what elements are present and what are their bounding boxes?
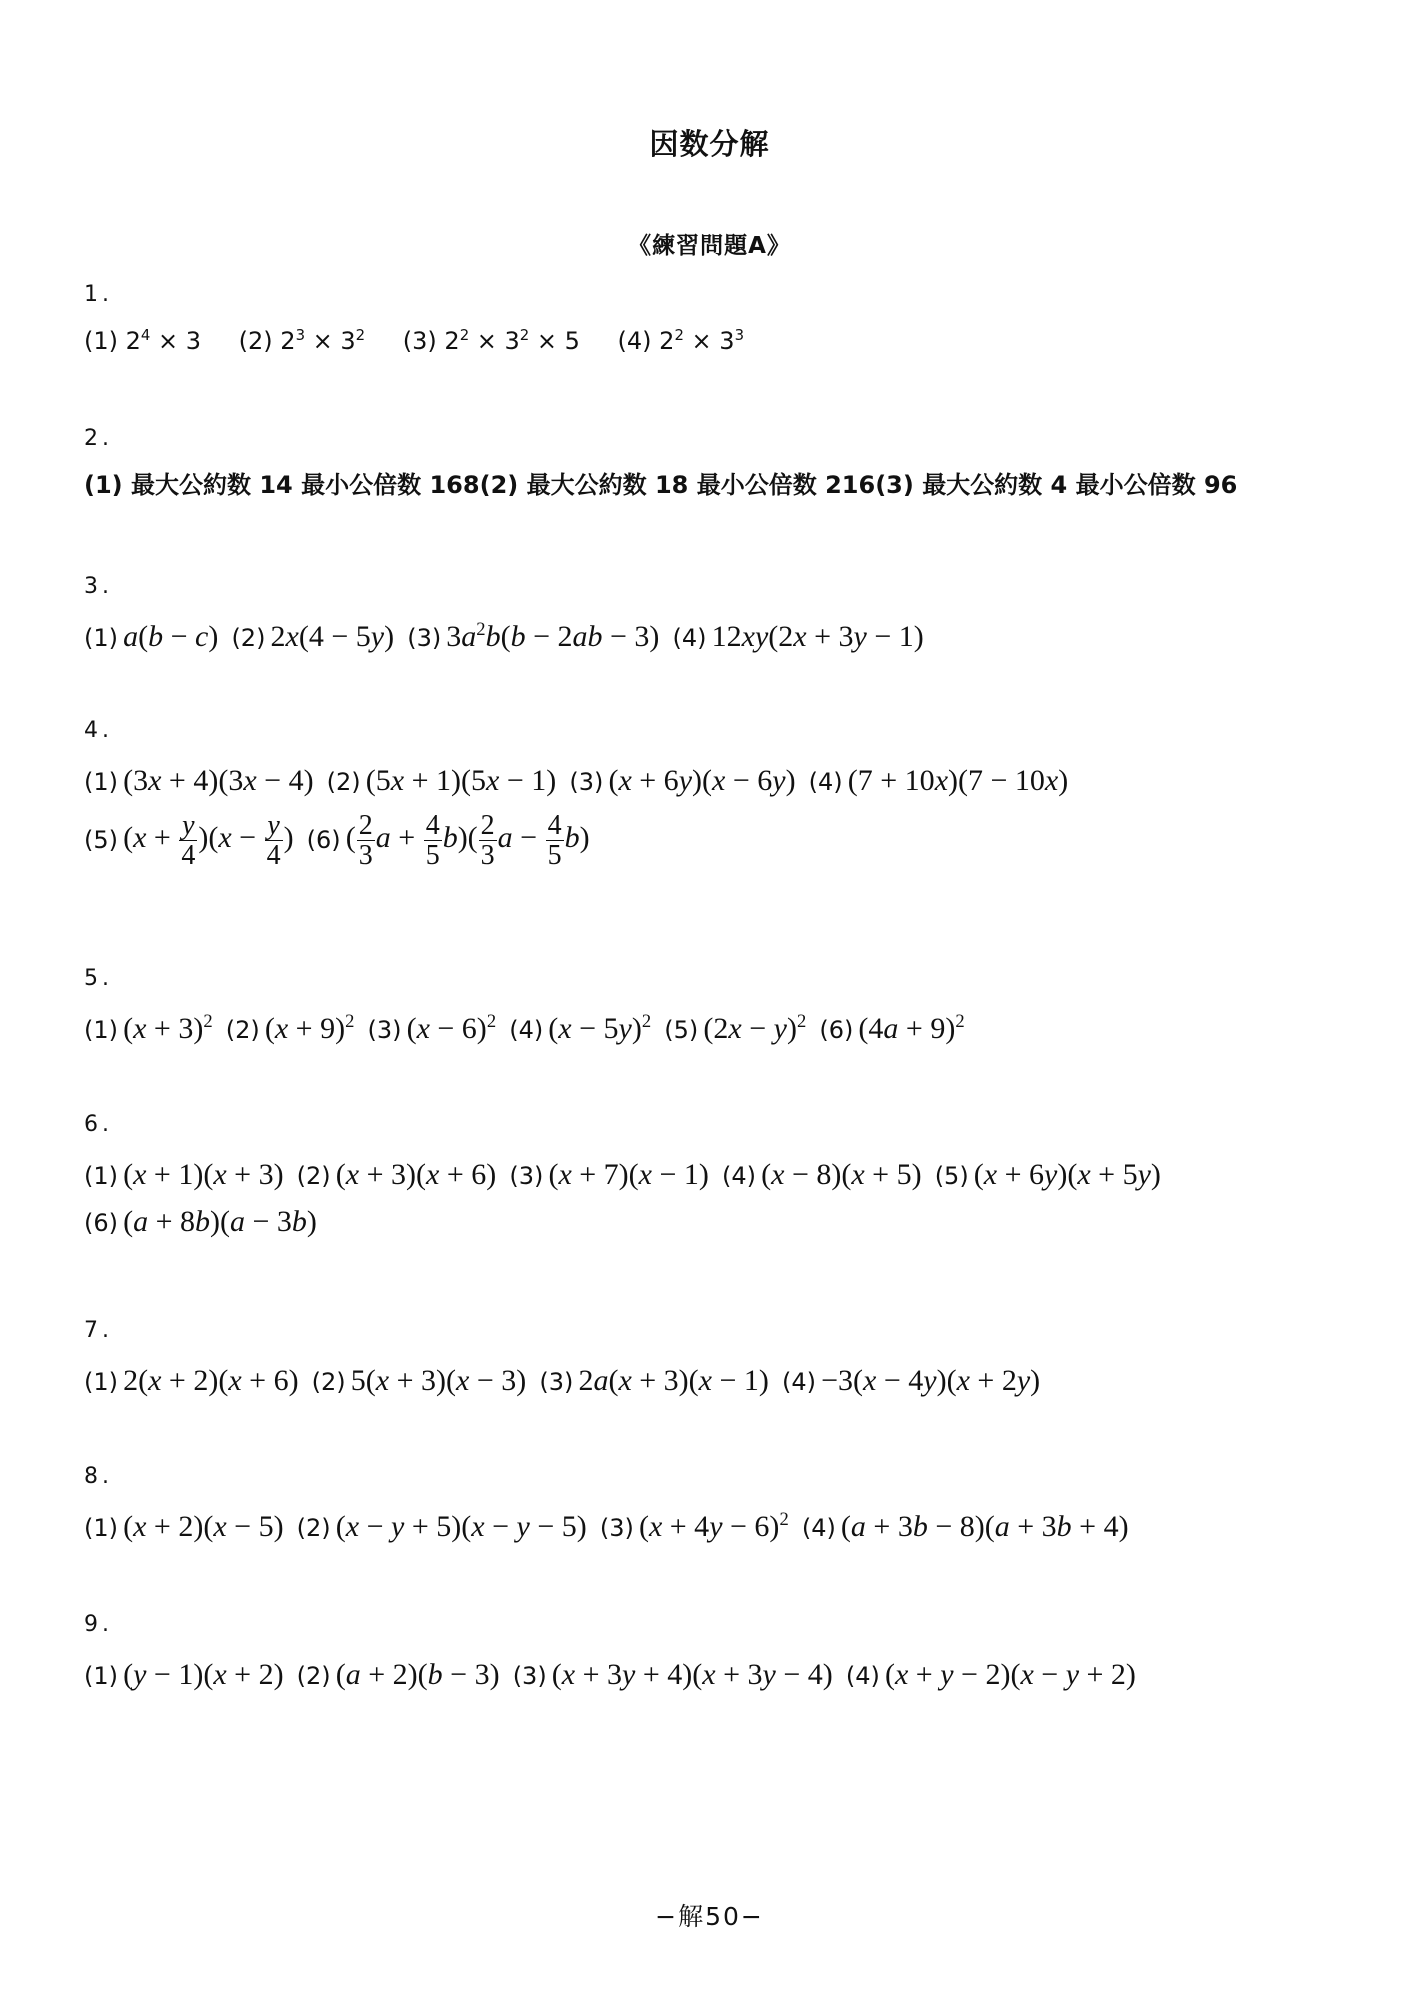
- answer-item-2: $(x + 9)^2$: [264, 1010, 355, 1045]
- answer-item-6: $(4a + 9)^2$: [858, 1010, 965, 1045]
- answer-item-4: (7 + 10x)(7 − 10x): [847, 764, 1069, 797]
- item-label: (4): [617, 327, 652, 355]
- answer-line: [84, 1510, 1384, 1545]
- page-number: −解50−: [655, 1902, 764, 1931]
- answer-item-3: (x + 3y + 4)(x + 3y − 4): [551, 1658, 833, 1691]
- item-label: (1): [84, 624, 118, 652]
- answer-item-5: $(2x - y)^2$: [703, 1010, 807, 1045]
- fraction: $\frac{y}{4}$: [181, 809, 196, 871]
- item-label: (6): [306, 825, 341, 854]
- answer-item-2: (5x + 1)(5x − 1): [365, 764, 557, 797]
- answer-item-3: (x + 6y)(x − 6y): [608, 764, 796, 797]
- problem-8: [84, 1466, 1384, 1545]
- section-subtitle: 《練習問題A》: [628, 233, 791, 259]
- item-label: (3): [407, 624, 442, 652]
- fraction: $\frac{4}{5}$: [547, 809, 562, 871]
- answer-line: [84, 1012, 1384, 1047]
- fraction: $\frac{y}{4}$: [266, 809, 281, 871]
- answer-item-4: (x + y − 2)(x − y + 2): [884, 1658, 1136, 1691]
- item-label: (2): [296, 1662, 331, 1690]
- item-label: (2): [479, 471, 519, 499]
- item-label: (2): [225, 1016, 260, 1044]
- gcd-value: 14: [259, 471, 293, 499]
- item-label: (4): [782, 1368, 817, 1396]
- fraction: $\frac{2}{3}$: [480, 809, 495, 871]
- item-label: (3): [402, 327, 437, 355]
- item-label: (1): [84, 1662, 118, 1690]
- problem-1: [84, 284, 1384, 356]
- item-label: (4): [722, 1162, 757, 1190]
- answer-item-1: (x + 1)(x + 3): [123, 1158, 284, 1191]
- item-label: (3): [599, 1514, 634, 1542]
- item-label: (1): [84, 1368, 118, 1396]
- gcd-label: 最大公約数: [922, 471, 1043, 499]
- item-label: (3): [539, 1368, 574, 1396]
- problem-number: 7.: [84, 1318, 113, 1343]
- answer-item-3: [875, 471, 1237, 499]
- problem-number: 8.: [84, 1464, 113, 1489]
- answer-item-2: (x + 3)(x + 6): [335, 1158, 497, 1191]
- item-label: (5): [664, 1016, 699, 1044]
- item-label: (2): [296, 1514, 331, 1542]
- answer-item-4: $(x - 5y)^2$: [548, 1010, 652, 1045]
- answer-item-6: ( $\frac{2}{3}$ a + $\frac{4}{5}$ b)( $\frac{2}{3}$ a − $\frac{4}{5}$ b): [345, 809, 590, 871]
- answer-item-6: (a + 8b)(a − 3b): [123, 1204, 317, 1238]
- answer-line: [84, 1364, 1384, 1399]
- answer-item-3: $3a^2b(b - 2ab - 3)$: [446, 618, 660, 653]
- answer-line: [84, 811, 1384, 871]
- answer-item-5: (x + 6y)(x + 5y): [973, 1158, 1161, 1191]
- fraction: $\frac{4}{5}$: [425, 809, 440, 871]
- answer-line: [84, 620, 1384, 655]
- answer-line: [84, 1158, 1384, 1193]
- item-label: (1): [84, 471, 123, 499]
- answer-item-4: (a + 3b − 8)(a + 3b + 4): [840, 1510, 1129, 1543]
- problem-number: 6.: [84, 1112, 113, 1137]
- item-label: (3): [512, 1662, 547, 1690]
- problem-3: [84, 576, 1384, 655]
- item-label: (3): [569, 768, 604, 796]
- answer-item-1: (x + 2)(x − 5): [123, 1510, 284, 1543]
- answer-item-1: a(b − c): [123, 620, 219, 653]
- item-label: (4): [808, 768, 843, 796]
- item-label: (4): [845, 1662, 880, 1690]
- problem-number: 3.: [84, 574, 113, 599]
- item-label: (2): [326, 768, 361, 796]
- answer-line: [84, 328, 1384, 356]
- answer-item-2: 2x(4 − 5y): [270, 620, 395, 653]
- item-label: (1): [84, 327, 118, 355]
- answer-item-4: (4) $2^2 \times 3^3$: [617, 326, 745, 355]
- problem-number: 4.: [84, 718, 113, 743]
- lcm-value: 96: [1203, 471, 1238, 499]
- answer-item-3: $(x + 4y - 6)^2$: [638, 1508, 789, 1543]
- lcm-label: 最小公倍数: [1075, 471, 1196, 499]
- fraction: $\frac{2}{3}$: [358, 809, 373, 871]
- item-label: (3): [367, 1016, 402, 1044]
- answer-item-1: 2(x + 2)(x + 6): [123, 1364, 299, 1397]
- answer-item-5: (x + $\frac{y}{4}$ )(x − $\frac{y}{4}$ ): [123, 809, 294, 871]
- item-label: (3): [875, 471, 914, 499]
- problem-number: 9.: [84, 1612, 113, 1637]
- answer-item-1: [84, 471, 480, 499]
- problem-9: [84, 1614, 1384, 1693]
- gcd-label: 最大公約数: [526, 471, 647, 499]
- item-label: (5): [84, 825, 118, 854]
- item-label: (6): [819, 1016, 854, 1044]
- item-label: (2): [238, 327, 273, 355]
- answer-item-2: [480, 471, 876, 499]
- item-label: (4): [672, 624, 707, 652]
- problem-2: [84, 428, 1384, 500]
- answer-item-2: (x − y + 5)(x − y − 5): [335, 1510, 587, 1543]
- answer-item-2: 5(x + 3)(x − 3): [350, 1364, 527, 1397]
- answer-item-3: (x + 7)(x − 1): [548, 1158, 709, 1191]
- answer-item-1: $(x + 3)^2$: [123, 1010, 213, 1045]
- item-label: (6): [84, 1208, 118, 1237]
- answer-item-2: (a + 2)(b − 3): [335, 1658, 500, 1691]
- lcm-label: 最小公倍数: [301, 471, 422, 499]
- answer-item-4: (x − 8)(x + 5): [761, 1158, 922, 1191]
- problem-4: [84, 720, 1384, 870]
- item-label: (1): [84, 768, 118, 796]
- lcm-label: 最小公倍数: [696, 471, 817, 499]
- answer-item-4: 12xy(2x + 3y − 1): [711, 620, 924, 653]
- item-label: (2): [311, 1368, 346, 1396]
- answer-item-2: (2) $2^3 \times 3^2$: [238, 326, 366, 355]
- item-label: (5): [934, 1162, 969, 1190]
- answer-line: [84, 764, 1384, 799]
- gcd-value: 18: [654, 471, 689, 499]
- problem-number: 2.: [84, 426, 113, 451]
- problem-6: [84, 1114, 1384, 1239]
- answer-item-1: (y − 1)(x + 2): [123, 1658, 284, 1691]
- answer-item-1: (1) $2^4 \times 3$: [84, 326, 202, 355]
- gcd-label: 最大公約数: [131, 471, 251, 499]
- lcm-value: 168: [429, 471, 480, 499]
- answer-item-3: $(x - 6)^2$: [406, 1010, 497, 1045]
- item-label: (4): [509, 1016, 544, 1044]
- answer-item-3: (3) $2^2 \times 3^2 \times 5$: [402, 326, 580, 355]
- answer-item-3: 2a(x + 3)(x − 1): [578, 1364, 769, 1397]
- lcm-value: 216: [825, 471, 876, 499]
- answer-line: [84, 1658, 1384, 1693]
- item-label: (2): [231, 624, 266, 652]
- problem-7: [84, 1320, 1384, 1399]
- problem-5: [84, 968, 1384, 1047]
- item-label: (4): [801, 1514, 836, 1542]
- answer-line: [84, 1205, 1384, 1240]
- item-label: (1): [84, 1514, 118, 1542]
- problem-number: 1.: [84, 282, 113, 307]
- page-title: 因数分解: [649, 127, 770, 161]
- answer-line: [84, 472, 1384, 500]
- item-label: (1): [84, 1162, 118, 1190]
- gcd-value: 4: [1050, 471, 1068, 499]
- problem-number: 5.: [84, 966, 113, 991]
- item-label: (3): [509, 1162, 544, 1190]
- answer-item-1: (3x + 4)(3x − 4): [123, 764, 314, 797]
- answer-item-4: −3(x − 4y)(x + 2y): [821, 1364, 1041, 1397]
- item-label: (1): [84, 1016, 118, 1044]
- item-label: (2): [296, 1162, 331, 1190]
